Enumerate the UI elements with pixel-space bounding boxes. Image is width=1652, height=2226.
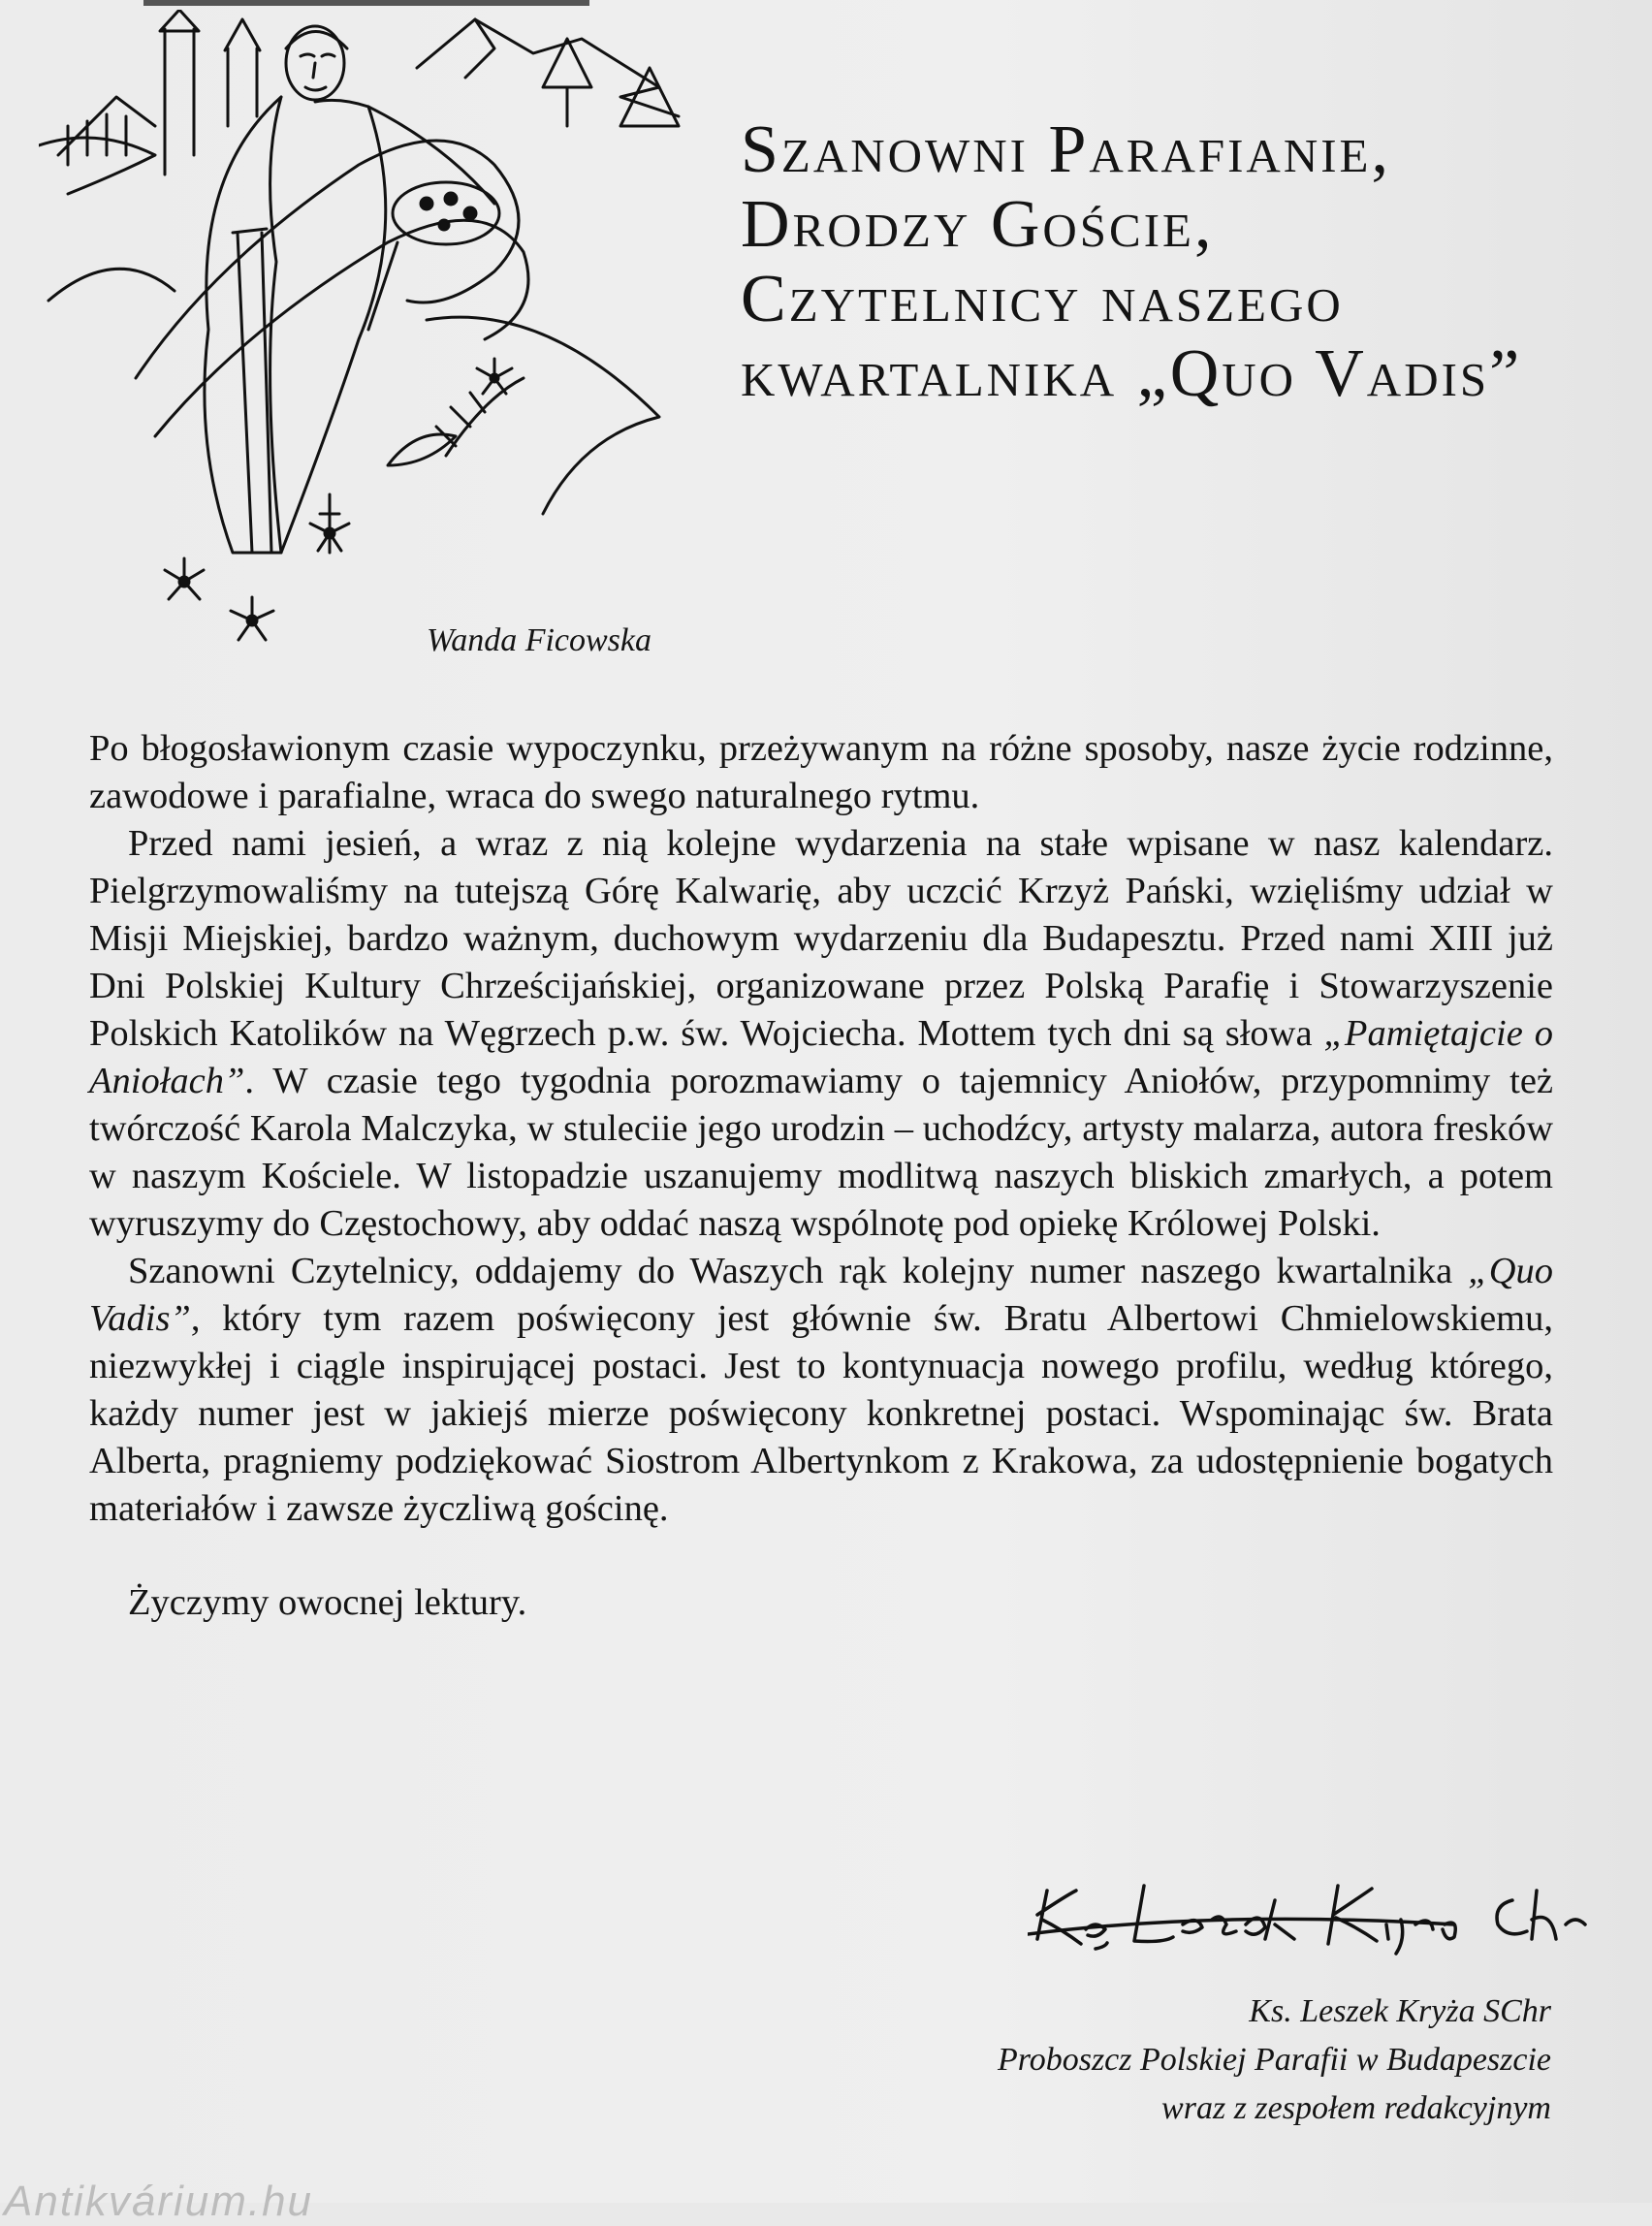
signoff-with: wraz z zespołem redakcyjnym xyxy=(1161,2090,1551,2126)
magazine-title-text: „Quo Vadis” xyxy=(89,1251,1553,1339)
letter-heading xyxy=(741,112,1522,411)
paragraph xyxy=(89,820,1553,1248)
motto-text: „Pamiętajcie o Aniołach” xyxy=(89,1013,1553,1101)
signoff-name: Ks. Leszek Kryża SChr xyxy=(1249,1993,1551,2029)
top-rule xyxy=(143,0,589,6)
letter-body xyxy=(89,725,1553,1627)
heading-line: Czytelnicy naszego xyxy=(741,262,1344,336)
signoff-block xyxy=(679,1988,1551,2133)
signoff-role: Proboszcz Polskiej Parafii w Budapeszcie xyxy=(997,2042,1551,2078)
heading-line: Drodzy Goście, xyxy=(741,187,1215,262)
paragraph-text: . W czasie tego tygodnia porozmawiamy o tajemnicy Aniołów, przypomnimy też twórczość Karola Malczyka, w stuleciie jego urodzin – uchodźcy, artysty malarza, autora fresków w naszym Kościele. W listopadzie uszanujemy modlitwą naszych bliskich zmarłych, a potem wyruszymy do Częstochowy, aby oddać naszą wspólnotę pod opiekę Królowej Polski. xyxy=(89,1061,1553,1244)
paragraph: Po błogosławionym czasie wypoczynku, przeżywanym na różne sposoby, nasze życie rodzinne, zawodowe i parafialne, wraca do swego naturalnego rytmu. xyxy=(89,728,1553,816)
heading-line: Szanowni Parafianie, xyxy=(741,112,1391,187)
handwritten-signature xyxy=(1028,1871,1590,1958)
illustration-caption: Wanda Ficowska xyxy=(427,622,652,658)
heading-line: kwartalnika „Quo Vadis” xyxy=(741,336,1523,411)
saint-artist-illustration xyxy=(39,10,708,659)
paragraph-text: Szanowni Czytelnicy, oddajemy do Waszych rąk kolejny numer naszego kwartalnika xyxy=(128,1251,1469,1291)
paragraph-text: , który tym razem poświęcony jest głównie św. Bratu Albertowi Chmielowskiemu, niezwykłej i ciągle inspirującej postaci. Jest to kontynuacja nowego profilu, według którego, każdy numer jest w jakiejś mierze poświęcony konkretnej postaci. Wspominając św. Brata Alberta, pragniemy podziękować Siostrom Albertynkom z Krakowa, za udostępnienie bogatych materiałów i zawsze życzliwą gościnę. xyxy=(89,1298,1553,1529)
paragraph-text: Przed nami jesień, a wraz z nią kolejne wydarzenia na stałe wpisane w nasz kalendarz. Pielgrzymowaliśmy na tutejszą Górę Kalwarię, aby uczcić Krzyż Pański, wzięliśmy udział w Misji Miejskiej, bardzo ważnym, duchowym wydarzeniu dla Budapesztu. Przed nami XIII już Dni Polskiej Kultury Chrześcijańskiej, organizowane przez Polską Parafię i Stowarzyszenie Polskich Katolików na Węgrzech p.w. św. Wojciecha. Mottem tych dni są słowa xyxy=(89,823,1553,1054)
closing-line: Życzymy owocnej lektury. xyxy=(128,1582,527,1623)
watermark: Antikvárium.hu xyxy=(4,2178,314,2225)
paragraph xyxy=(89,1248,1553,1533)
